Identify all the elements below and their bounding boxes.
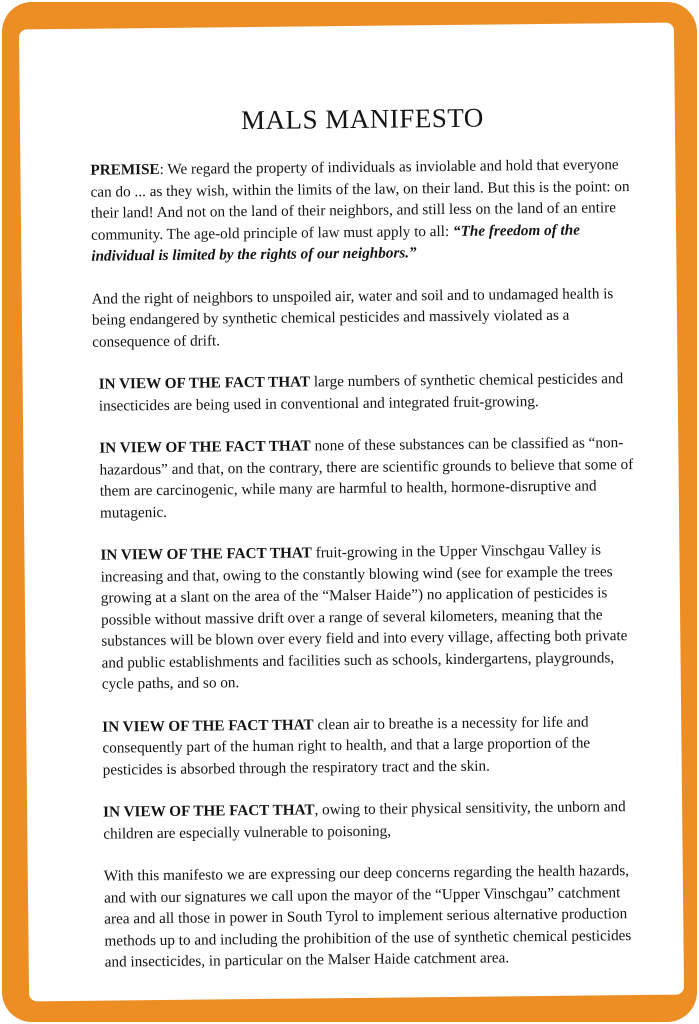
manifesto-sheet xyxy=(19,23,684,1002)
document-title: MALS MANIFESTO xyxy=(240,102,484,136)
clause-lead: IN VIEW OF THE FACT THAT xyxy=(103,801,315,821)
clause-paragraph-5 xyxy=(97,796,648,845)
premise-quote: “The freedom of the individual is limited by the rights of our neighbors.” xyxy=(91,221,581,265)
clause-paragraph-2 xyxy=(93,432,645,524)
closing-paragraph: With this manifesto we are expressing our deep concerns regarding the health hazards, and with our signatures we call upon the mayor of the “Upper Vinschgau” catchment area and all those in power in South Tyrol to implement serious alternative production methods up to and including the prohibition of the use of synthetic chemical pesticides and insecticides, in particular on the Malser Haide catchment area. xyxy=(103,862,632,971)
neighbors-paragraph: And the right of neighbors to unspoiled air, water and soil and to undamaged health is being endangered by synthetic chemical pesticides and massively violated as a consequence of drift. xyxy=(91,284,614,351)
clause-paragraph-1 xyxy=(93,368,644,417)
clause-text: , owing to their physical sensitivity, the unborn and children are especially vulnerable to poisoning, xyxy=(103,798,626,843)
premise-paragraph xyxy=(90,154,642,267)
clause-lead: IN VIEW OF THE FACT THAT xyxy=(98,373,311,393)
orange-frame xyxy=(2,2,697,1022)
premise-text: : We regard the property of individuals as inviolable and hold that everyone can do ... as they wish, within the limits of the law, on their land. But this is the point: on their land! And not on the land of their neighbors, and still less on the land of an entire community. The age-old principle of law must apply to all: xyxy=(90,156,630,244)
clause-lead: IN VIEW OF THE FACT THAT xyxy=(99,437,311,457)
clause-text: none of these substances can be classified as “non-hazardous” and that, on the contrary, there are scientific grounds to believe that some of them are carcinogenic, while many are harmful to health, hormone-disruptive and mutagenic. xyxy=(99,434,634,522)
clause-lead: IN VIEW OF THE FACT THAT xyxy=(102,715,314,736)
premise-label: PREMISE xyxy=(90,160,160,179)
clause-text: large numbers of synthetic chemical pesticides and insecticides are being used in conventional and integrated fruit-growing. xyxy=(98,370,624,415)
clause-paragraph-3 xyxy=(94,539,647,695)
clause-text: clean air to breathe is a necessity for life and consequently part of the human right to health, and that a large proportion of the pesticides is absorbed through the respiratory tract and the skin. xyxy=(102,713,591,779)
clause-paragraph-4 xyxy=(96,710,648,780)
clause-text: fruit-growing in the Upper Vinschgau Valley is increasing and that, owing to the constantly blowing wind (see for example the trees growing at a slant on the area of the “Malser Haide”) no application of pesticides is possible without massive drift over a range of several kilometers, meaning that the substances will be blown over every field and into every village, affecting both private and public establishments and facilities such as schools, kindergartens, playgrounds, cycle paths, and so on. xyxy=(100,541,628,693)
clause-lead: IN VIEW OF THE FACT THAT xyxy=(100,544,312,564)
